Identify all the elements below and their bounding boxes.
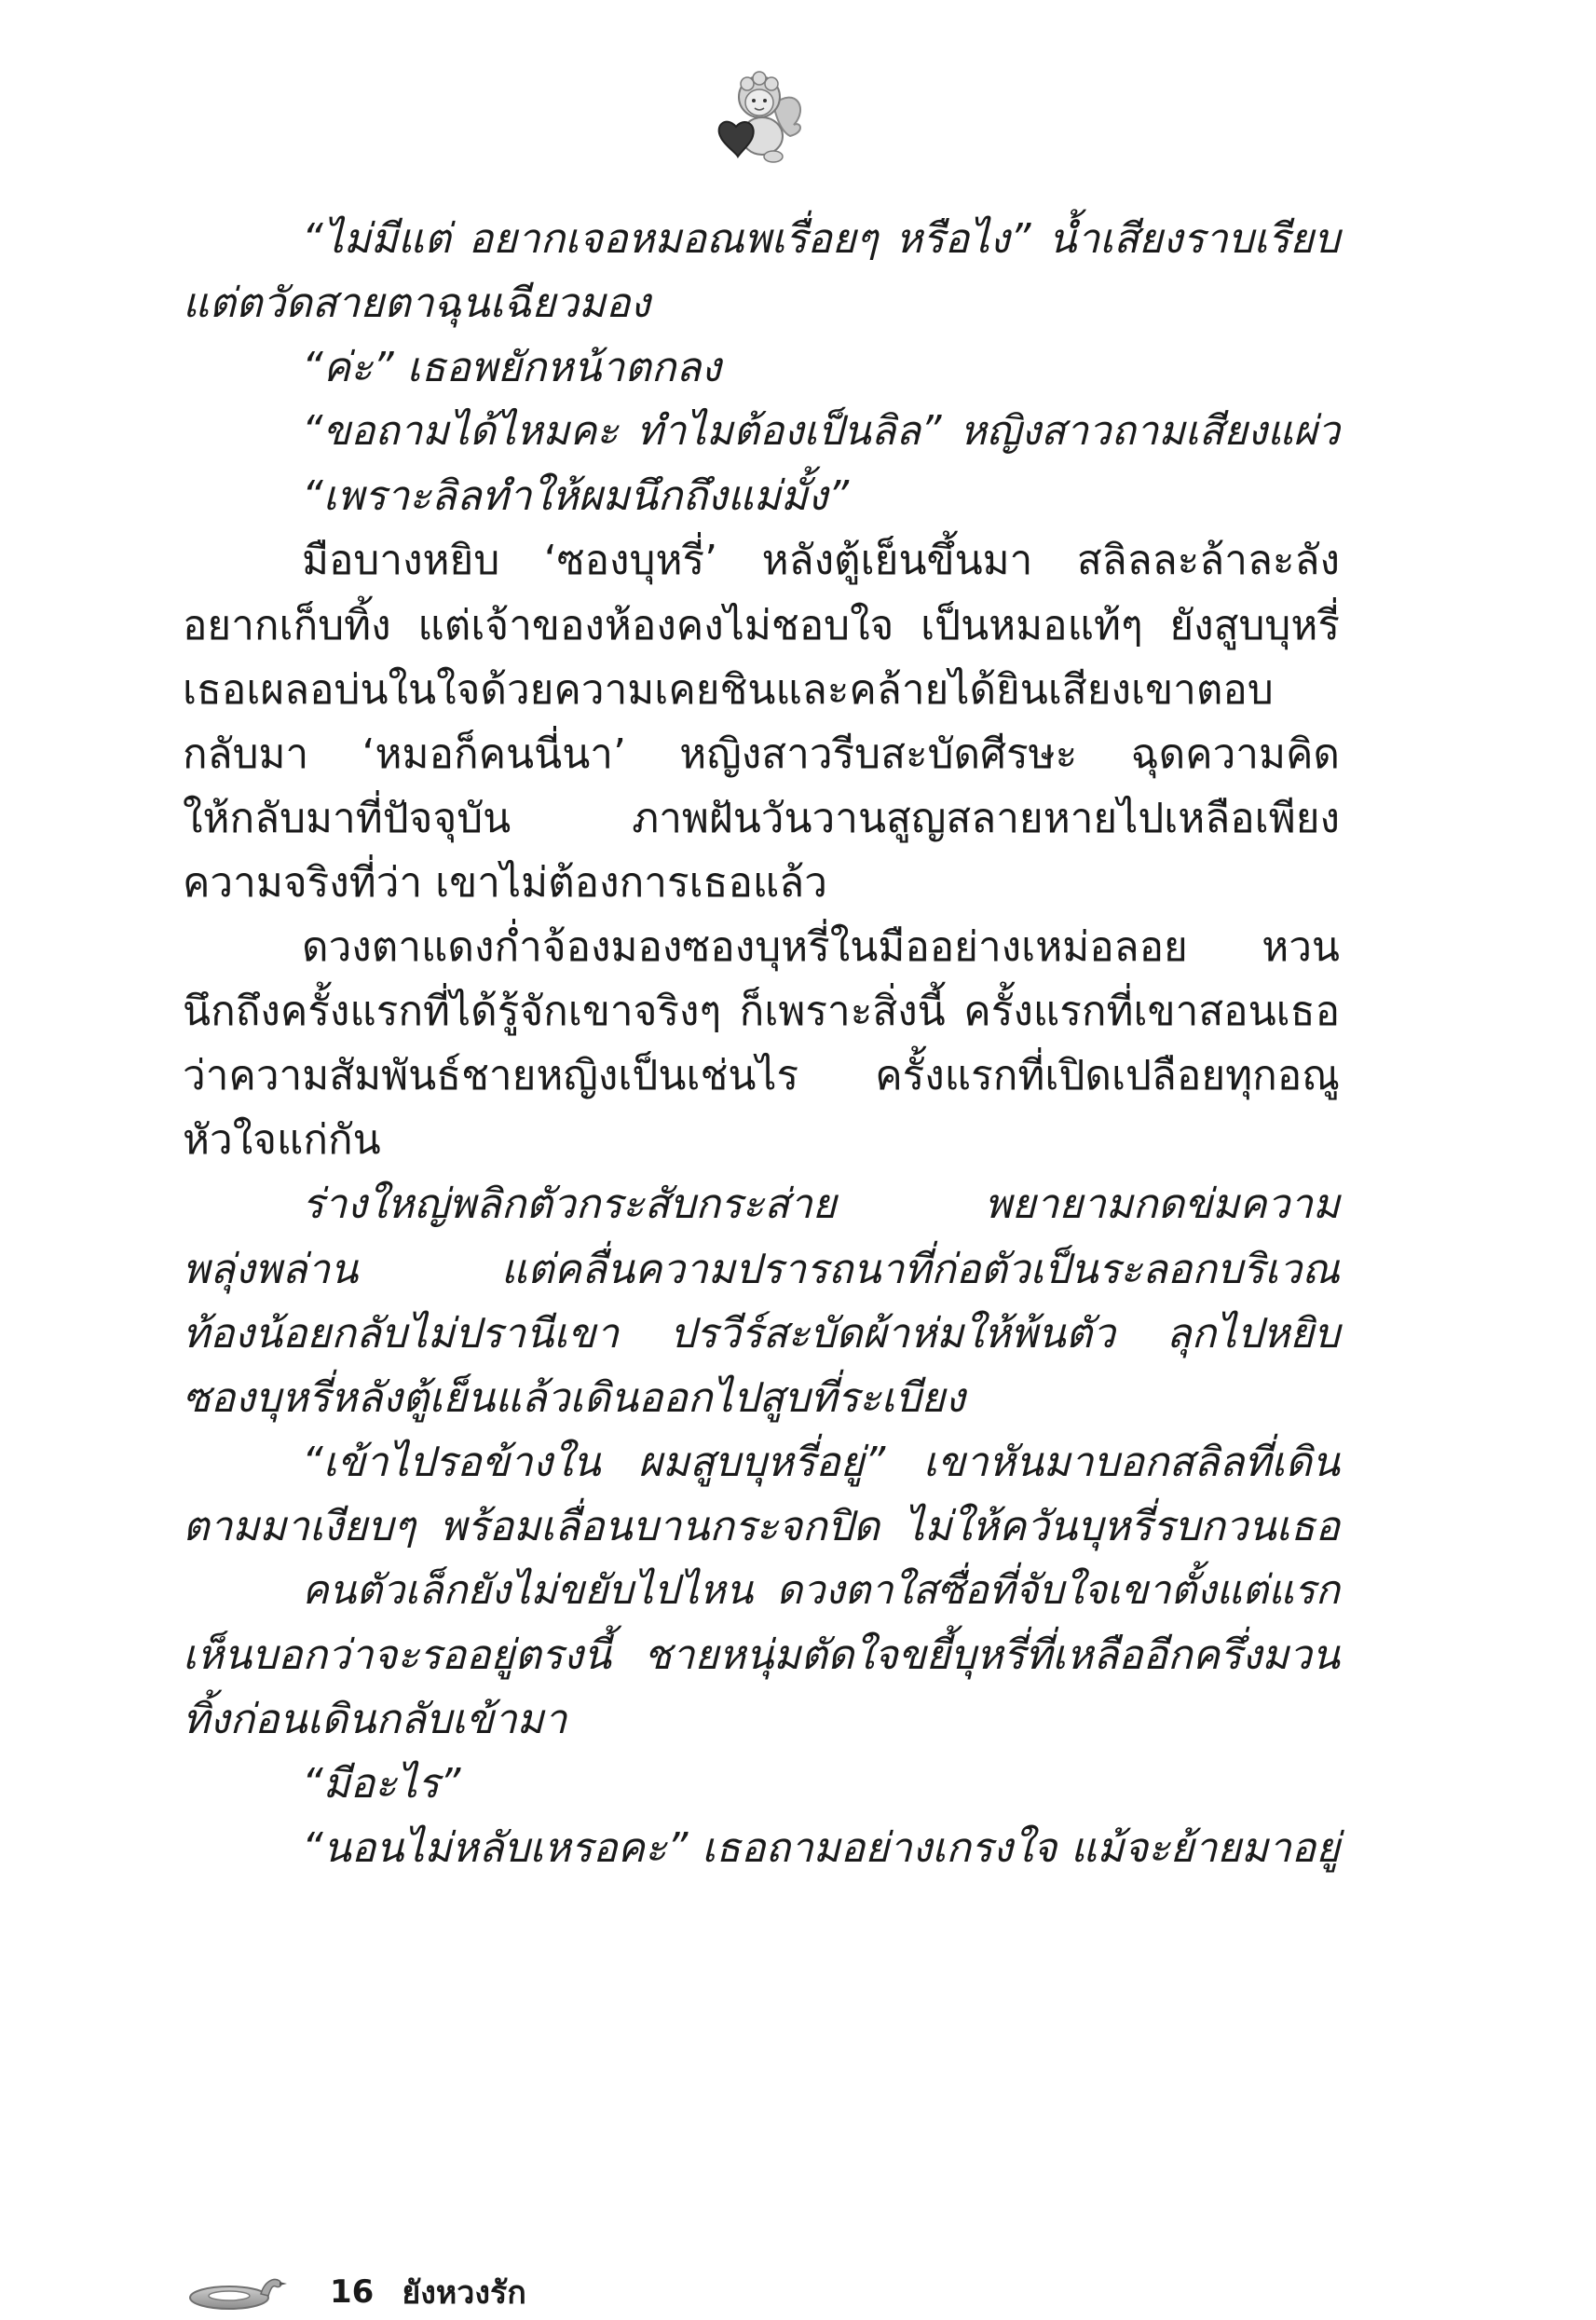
swan-float-icon <box>186 2273 289 2311</box>
text-line: “ขอถามได้ไหมคะ ทำไมต้องเป็นลิล” หญิงสาวถามเสียงแผ่ว <box>302 408 1340 456</box>
text-line: ดวงตาแดงก่ำจ้องมองซองบุหรี่ในมืออย่างเหม่อลอย หวน <box>302 923 1340 972</box>
text-line: อยากเก็บทิ้ง แต่เจ้าของห้องคงไม่ชอบใจ เป็นหมอแท้ๆ ยังสูบบุหรี่ <box>183 601 1340 649</box>
text-line: “ไม่มีแต่ อยากเจอหมอณพเรื่อยๆ หรือไง” น้ำเสียงราบเรียบ <box>302 215 1340 263</box>
page-number: 16 <box>330 2273 375 2311</box>
text-line: นึกถึงครั้งแรกที่ได้รู้จักเขาจริงๆ ก็เพราะสิ่งนี้ ครั้งแรกที่เขาสอนเธอ <box>183 988 1340 1036</box>
text-line: มือบางหยิบ ‘ซองบุหรี่’ หลังตู้เย็นขึ้นมา สลิลละล้าละลัง <box>302 537 1340 585</box>
text-line: หัวใจแก่กัน <box>183 1116 381 1165</box>
text-line: พลุ่งพล่าน แต่คลื่นความปรารถนาที่ก่อตัวเป็นระลอกบริเวณ <box>183 1245 1340 1293</box>
text-line: เธอเผลอบ่นในใจด้วยความเคยชินและคล้ายได้ยินเสียงเขาตอบ <box>183 665 1274 714</box>
text-line: ซองบุหรี่หลังตู้เย็นแล้วเดินออกไปสูบที่ระเบียง <box>183 1373 965 1422</box>
text-line: “ค่ะ” เธอพยักหน้าตกลง <box>302 344 721 392</box>
text-line: แต่ตวัดสายตาฉุนเฉียวมอง <box>183 280 650 328</box>
cherub-holding-heart-icon <box>708 67 811 170</box>
text-line: “เพราะลิลทำให้ผมนึกถึงแม่มั้ง” <box>302 472 850 521</box>
text-line: ร่างใหญ่พลิกตัวกระสับกระส่าย พยายามกดข่มความ <box>302 1180 1340 1229</box>
text-line: ให้กลับมาที่ปัจจุบัน ภาพฝันวันวานสูญสลายหายไปเหลือเพียง <box>183 794 1340 842</box>
text-line: กลับมา ‘หมอก็คนนี่นา’ หญิงสาวรีบสะบัดศีรษะ ฉุดความคิด <box>183 730 1340 778</box>
text-line: “มีอะไร” <box>302 1760 461 1808</box>
text-line: คนตัวเล็กยังไม่ขยับไปไหน ดวงตาใสซื่อที่จับใจเขาตั้งแต่แรก <box>302 1566 1340 1614</box>
text-line: ท้องน้อยกลับไม่ปรานีเขา ปรวีร์สะบัดผ้าห่มให้พ้นตัว ลุกไปหยิบ <box>183 1309 1340 1358</box>
page-footer <box>186 2264 526 2320</box>
body-text <box>183 207 1340 1880</box>
text-line: ว่าความสัมพันธ์ชายหญิงเป็นเช่นไร ครั้งแรกที่เปิดเปลือยทุกอณู <box>183 1052 1340 1100</box>
text-line: ทิ้งก่อนเดินกลับเข้ามา <box>183 1696 567 1744</box>
text-line: “เข้าไปรอข้างใน ผมสูบบุหรี่อยู่” เขาหันมาบอกสลิลที่เดิน <box>302 1438 1340 1486</box>
text-line: ความจริงที่ว่า เขาไม่ต้องการเธอแล้ว <box>183 858 827 907</box>
text-line: “นอนไม่หลับเหรอคะ” เธอถามอย่างเกรงใจ แม้จะย้ายมาอยู่ <box>302 1824 1340 1873</box>
book-title: ยังหวงรัก <box>402 2274 526 2312</box>
text-line: ตามมาเงียบๆ พร้อมเลื่อนบานกระจกปิด ไม่ให้ควันบุหรี่รบกวนเธอ <box>183 1502 1340 1550</box>
text-line: เห็นบอกว่าจะรออยู่ตรงนี้ ชายหนุ่มตัดใจขยี้บุหรี่ที่เหลืออีกครึ่งมวน <box>183 1631 1340 1680</box>
